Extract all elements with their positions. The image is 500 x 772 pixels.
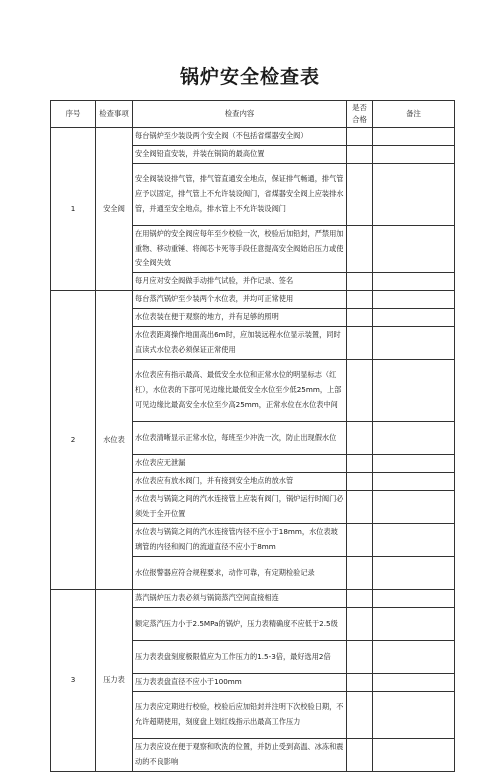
table-row: [51, 590, 455, 608]
remark-cell[interactable]: [373, 692, 455, 739]
header-remark: 备注: [373, 101, 455, 128]
remark-cell[interactable]: [373, 455, 455, 473]
content-cell: 安全阀铅直安装，并装在锅筒的最高位置: [133, 146, 347, 164]
remark-cell[interactable]: [373, 146, 455, 164]
qualified-cell[interactable]: [347, 455, 373, 473]
qualified-cell[interactable]: [347, 590, 373, 608]
content-cell: 压力表表盘刻度极限值应为工作压力的1.5-3倍，最好选用2倍: [133, 641, 347, 674]
content-cell: 每台蒸汽锅炉至少装两个水位表，并均可正常使用: [133, 291, 347, 309]
group-item-cell: 压力表: [96, 590, 133, 772]
qualified-cell[interactable]: [347, 422, 373, 455]
content-cell: 蒸汽锅炉压力表必须与锅筒蒸汽空间直接相连: [133, 590, 347, 608]
qualified-cell[interactable]: [347, 273, 373, 291]
qualified-cell[interactable]: [347, 327, 373, 360]
qualified-cell[interactable]: [347, 739, 373, 772]
qualified-cell[interactable]: [347, 557, 373, 590]
header-row: [51, 101, 455, 128]
header-qualified: 是否合格: [347, 101, 373, 128]
content-cell: 额定蒸汽压力小于2.5MPa的锅炉，压力表精确度不应低于2.5级: [133, 608, 347, 641]
header-item: 检查事项: [96, 101, 133, 128]
qualified-cell[interactable]: [347, 491, 373, 524]
group-seq-cell: 1: [51, 128, 96, 291]
remark-cell[interactable]: [373, 590, 455, 608]
remark-cell[interactable]: [373, 360, 455, 422]
content-cell: 水位表与锅筒之间的汽水连接管上应装有阀门，锅炉运行时阀门必须处于全开位置: [133, 491, 347, 524]
qualified-cell[interactable]: [347, 641, 373, 674]
qualified-cell[interactable]: [347, 692, 373, 739]
content-cell: 水位表应有放水阀门，并有接到安全地点的放水管: [133, 473, 347, 491]
remark-cell[interactable]: [373, 291, 455, 309]
content-cell: 水位表应有指示最高、最低安全水位和正常水位的明显标志（红杠），水位表的下部可见边缘比最低安全水位至少低25mm，上部可见边缘比最高安全水位至少高25mm，正常水位在水位表中间: [133, 360, 347, 422]
inspection-table: [50, 100, 455, 772]
content-cell: 水位表与锅筒之间的汽水连接管内径不应小于18mm，水位表玻璃管的内径和阀门的流道直径不应小于8mm: [133, 524, 347, 557]
content-cell: 每月应对安全阀做手动排气试验，并作记录、签名: [133, 273, 347, 291]
content-cell: 水位表清晰显示正常水位，每班至少冲洗一次，防止出现假水位: [133, 422, 347, 455]
qualified-cell[interactable]: [347, 128, 373, 146]
qualified-cell[interactable]: [347, 291, 373, 309]
qualified-cell[interactable]: [347, 309, 373, 327]
content-cell: 水位报警器应符合规程要求，动作可靠，有定期检验记录: [133, 557, 347, 590]
content-cell: 每台锅炉至少装设两个安全阀（不包括省煤器安全阀）: [133, 128, 347, 146]
qualified-cell[interactable]: [347, 608, 373, 641]
qualified-cell[interactable]: [347, 524, 373, 557]
group-seq-cell: 3: [51, 590, 96, 772]
remark-cell[interactable]: [373, 422, 455, 455]
remark-cell[interactable]: [373, 491, 455, 524]
group-item-cell: 水位表: [96, 291, 133, 590]
remark-cell[interactable]: [373, 309, 455, 327]
qualified-cell[interactable]: [347, 473, 373, 491]
group-seq-cell: 2: [51, 291, 96, 590]
table-row: [51, 128, 455, 146]
remark-cell[interactable]: [373, 128, 455, 146]
qualified-cell[interactable]: [347, 146, 373, 164]
remark-cell[interactable]: [373, 473, 455, 491]
page-title: 锅炉安全检查表: [179, 66, 320, 88]
table-row: [51, 291, 455, 309]
header-seq: 序号: [51, 101, 96, 128]
content-cell: 水位表装在便于观察的地方，并有足够的照明: [133, 309, 347, 327]
content-cell: 水位表距离操作地面高出6m时，应加装远程水位显示装置，同时直读式水位表必须保证正常使用: [133, 327, 347, 360]
remark-cell[interactable]: [373, 739, 455, 772]
qualified-cell[interactable]: [347, 164, 373, 226]
remark-cell[interactable]: [373, 524, 455, 557]
group-item-cell: 安全阀: [96, 128, 133, 291]
remark-cell[interactable]: [373, 641, 455, 674]
remark-cell[interactable]: [373, 226, 455, 273]
qualified-cell[interactable]: [347, 360, 373, 422]
content-cell: 压力表表盘直径不应小于100mm: [133, 674, 347, 692]
remark-cell[interactable]: [373, 273, 455, 291]
remark-cell[interactable]: [373, 608, 455, 641]
remark-cell[interactable]: [373, 557, 455, 590]
content-cell: 在用锅炉的安全阀应每年至少校验一次，校验后加铅封，严禁用加重物、移动重锤、将阀芯卡死等手段任意提高安全阀始启压力或使安全阀失效: [133, 226, 347, 273]
qualified-cell[interactable]: [347, 674, 373, 692]
content-cell: 安全阀装设排气管，排气管直通安全地点，保证排气畅通，排气管应予以固定，排气管上不允许装设阀门，省煤器安全阀上应装排水管，并通至安全地点，排水管上不允许装设阀门: [133, 164, 347, 226]
remark-cell[interactable]: [373, 164, 455, 226]
remark-cell[interactable]: [373, 674, 455, 692]
remark-cell[interactable]: [373, 327, 455, 360]
content-cell: 压力表应定期进行校验，校验后应加铅封并注明下次校验日期，不允许超期使用，刻度盘上划红线指示出最高工作压力: [133, 692, 347, 739]
qualified-cell[interactable]: [347, 226, 373, 273]
header-content: 检查内容: [133, 101, 347, 128]
content-cell: 水位表应无泄漏: [133, 455, 347, 473]
content-cell: 压力表应设在便于观察和吹洗的位置，并防止受到高温、冰冻和震动的不良影响: [133, 739, 347, 772]
table-body: [51, 128, 455, 772]
